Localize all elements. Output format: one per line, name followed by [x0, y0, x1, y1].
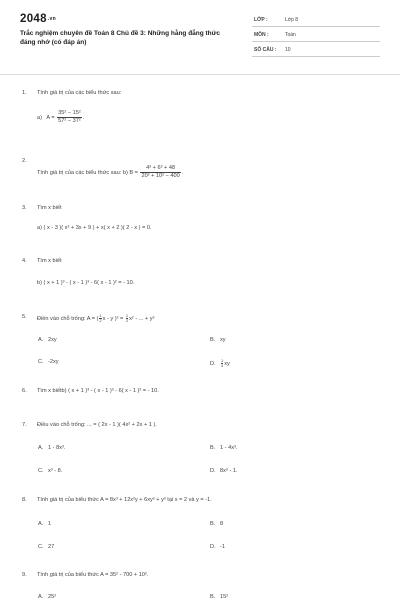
worksheet-title: Trắc nghiệm chuyên đề Toán 8 Chủ đề 3: Những hằng đẳng thức đáng nhớ (có đáp án): [20, 30, 220, 46]
option-b[interactable]: B. 15²: [210, 594, 229, 600]
option-b[interactable]: B. 1 - 4x³.: [210, 445, 238, 451]
option-d[interactable]: D. -1: [210, 544, 225, 550]
option-a[interactable]: A. 2xy: [38, 337, 57, 343]
option-a[interactable]: A. 1: [38, 521, 52, 527]
worksheet-page: $2048^{.vn}$ Trắc nghiệm chuyên đề Toán 8 Chủ đề 3: Những hằng đẳng thức đáng nhớ (có đáp án) LỚP : Lớp 8 MÔN : Toán SỐ CÂU : 10 1. Tính giá trị của các biểu thức sau: a) A = $\frac{\text{35² − 15²}}{\text{57² − 37²}}$ . 2. Tính giá trị của các biểu thức sau: b) B = $\frac{\text{4³ + 6³ + 48}}{\text{20² + 10² − 400}}$ . 3. Tìm x biết a) ( x - 3 )( x² + 3x + 9 ) + x( x + 2 )( 2 - x ) = 0. 4. Tìm x biết b) ( x + 1 )³ - ( x - 1 )³ - 6( x - 1 )² = - 10. 5. Điền vào chỗ trống: A = ( $\frac{1}{2}$ x - y )² = $\frac{1}{2}$ x² - ... + y² A. 2xy B. xy C. -2xy D. $\frac{1}{4}$ xy 6. Tìm x biếtb) ( x + 1 )³ - ( x - 1 )³ - 6( x - 1 )² = - 10. 7. Điều vào chỗ trống: ... = ( 2x - 1 )( 4x² + 2x + 1 ). A. 1 - 8x³. B. 1 - 4x³. C. x³ - 8. D. 8x³ - 1. 8. Tính giá trị của biểu thức A = 8x³ + 12x²y + 6xy² + y³ tại x = 2 và y = -1. A. 1 B. 8 C. 27 D. -1 9. Tính giá trị của biểu thức A = 35² - 700 + 10². A. 25² B. 15²: [0, 0, 400, 600]
option-c[interactable]: C. 27: [38, 544, 55, 550]
option-b[interactable]: B. 8: [210, 521, 224, 527]
question-1-part-a: a) A = $\frac{\text{35² − 15²}}{\text{57² − 37²}}$ .: [37, 110, 85, 124]
fraction: $\frac{\text{35² − 15²}}{\text{57² − 37²}}$: [58, 110, 81, 124]
meta-subject: MÔN : Toán: [252, 29, 380, 42]
question-3-part-a: a) ( x - 3 )( x² + 3x + 9 ) + x( x + 2 )( 2 - x ) = 0.: [37, 225, 152, 231]
fraction: $\frac{\text{4³ + 6³ + 48}}{\text{20² + 10² − 400}}$: [141, 165, 180, 179]
meta-question-count: SỐ CÂU : 10: [252, 44, 380, 57]
option-a[interactable]: A. 1 - 8x³.: [38, 445, 66, 451]
option-c[interactable]: C. -2xy: [38, 359, 59, 365]
option-d[interactable]: D. 8x³ - 1.: [210, 468, 238, 474]
meta-class: LỚP : Lớp 8: [252, 14, 380, 27]
option-d[interactable]: D. $\frac{1}{4}$ xy: [210, 358, 230, 368]
worksheet-header: [0, 0, 400, 75]
question-2: 2. Tính giá trị của các biểu thức sau: b) B = $\frac{\text{4³ + 6³ + 48}}{\text{20² + 10² − 400}}$ .: [22, 158, 184, 179]
option-c[interactable]: C. x³ - 8.: [38, 468, 63, 474]
option-b[interactable]: B. xy: [210, 337, 226, 343]
site-logo[interactable]: $2048^{.vn}$: [20, 13, 56, 25]
question-4-part-b: b) ( x + 1 )³ - ( x - 1 )³ - 6( x - 1 )² = - 10.: [37, 280, 135, 286]
option-a[interactable]: A. 25²: [38, 594, 57, 600]
